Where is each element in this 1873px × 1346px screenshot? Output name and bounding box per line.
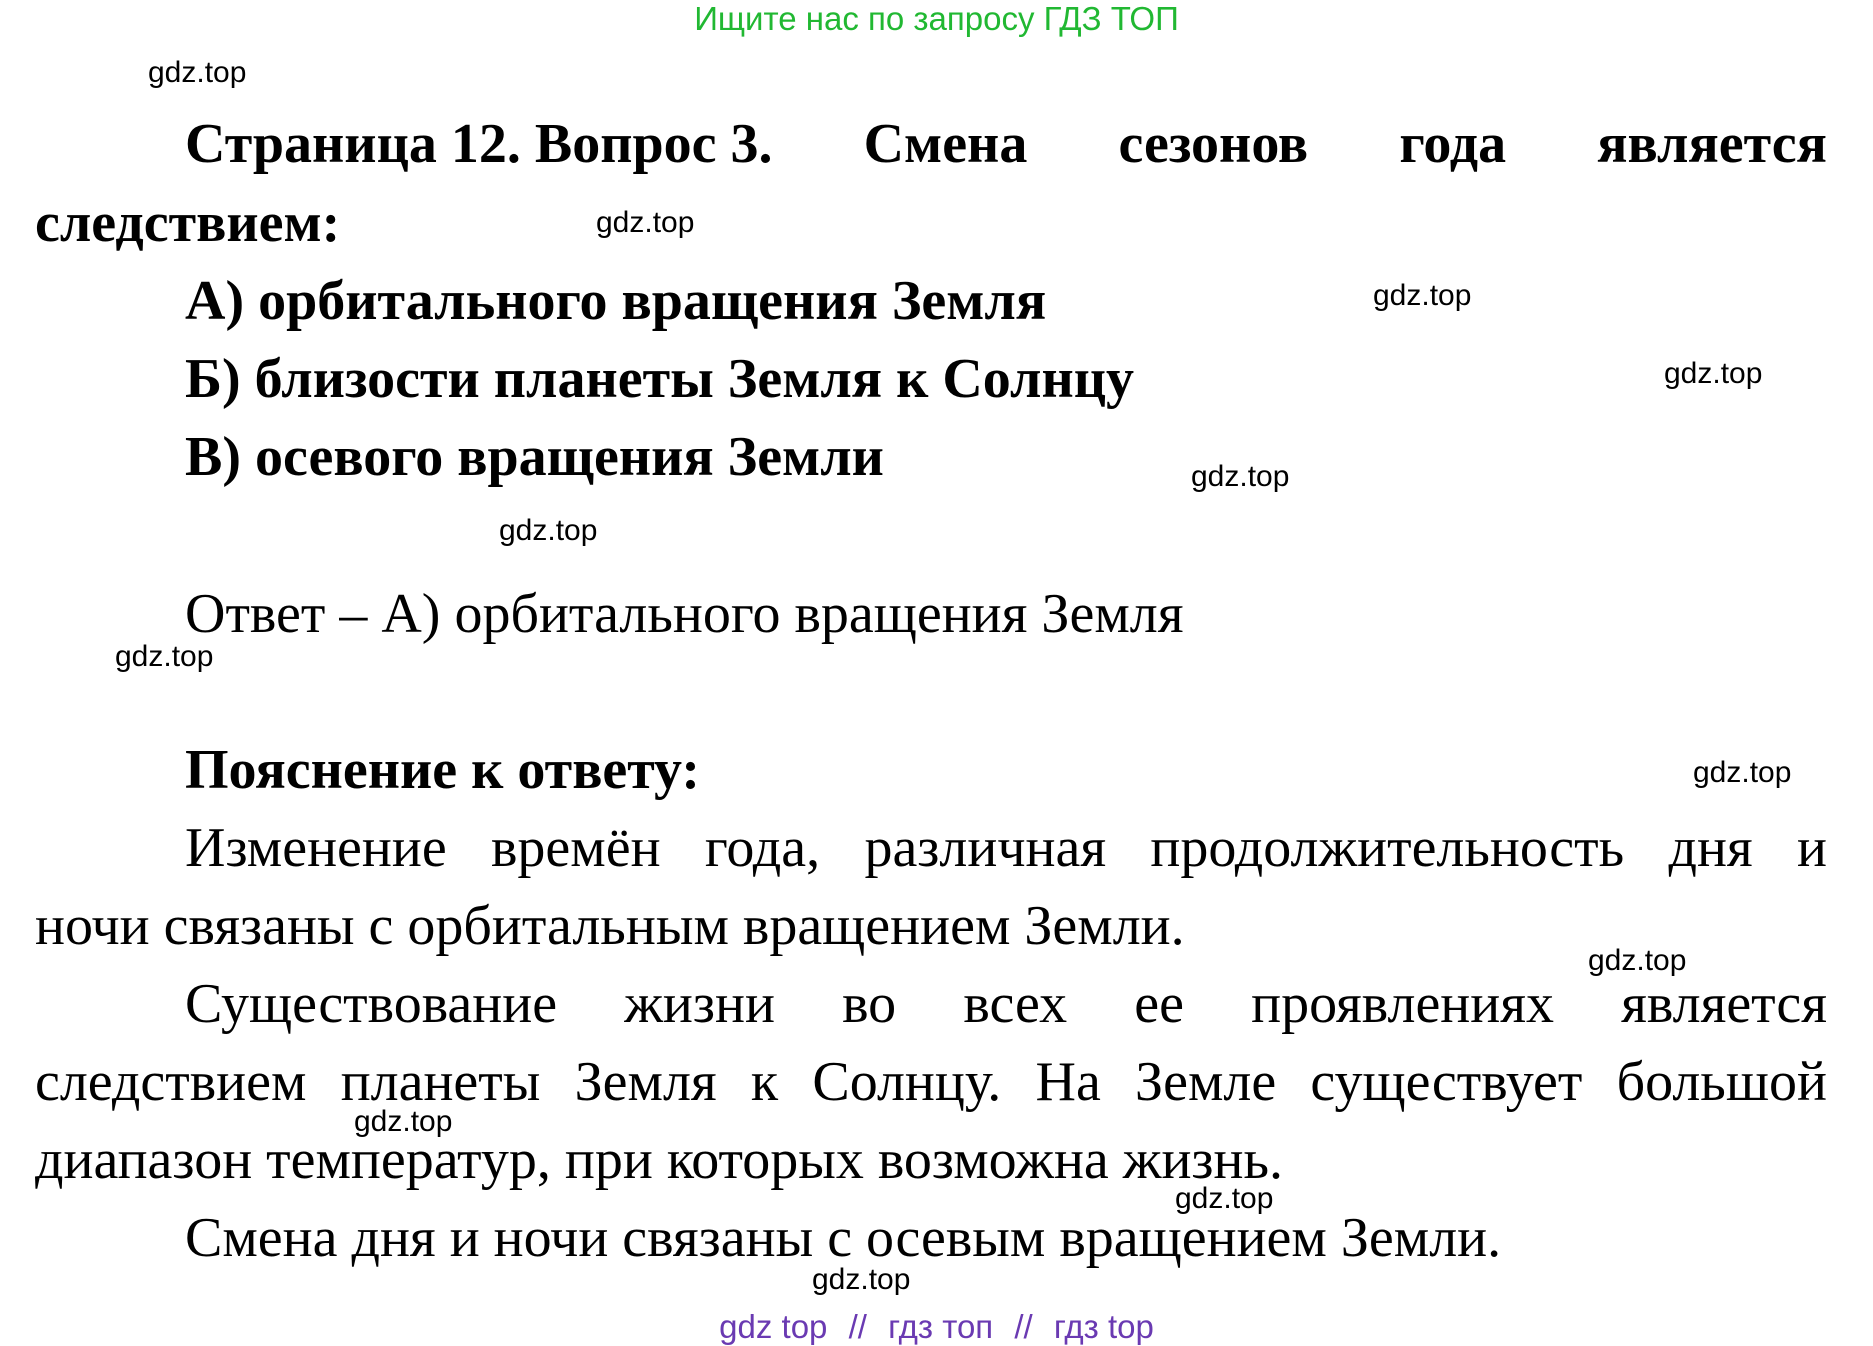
- question-word: сезонов: [1118, 113, 1309, 175]
- explanation-heading: Пояснение к ответу:: [185, 739, 700, 801]
- footer-separator: //: [1014, 1308, 1033, 1345]
- paragraph-word: всех: [963, 973, 1068, 1035]
- explanation-paragraph-line: [185, 965, 1827, 1043]
- paragraph-word: и: [1796, 817, 1827, 879]
- paragraph-word: существует: [1310, 1051, 1583, 1113]
- explanation-paragraph-line: ночи связаны с орбитальным вращением Земли.: [35, 895, 1185, 957]
- paragraph-word: Существование: [185, 973, 558, 1035]
- paragraph-word: во: [842, 973, 897, 1035]
- watermark: gdz.top: [1693, 756, 1792, 789]
- paragraph-word: ее: [1134, 973, 1184, 1035]
- paragraph-word: Изменение: [185, 817, 447, 879]
- footer-links: [0, 1308, 1873, 1346]
- watermark: gdz.top: [1664, 357, 1763, 390]
- question-word: является: [1597, 113, 1827, 175]
- paragraph-word: продолжительность: [1150, 817, 1625, 879]
- question-first-line: [185, 105, 1827, 183]
- explanation-paragraph-line: Смена дня и ночи связаны с осевым вращением Земли.: [185, 1207, 1502, 1269]
- watermark: gdz.top: [1588, 944, 1687, 977]
- paragraph-word: к: [750, 1051, 779, 1113]
- watermark: gdz.top: [812, 1263, 911, 1296]
- paragraph-word: жизни: [624, 973, 775, 1035]
- question-word: Страница 12. Вопрос 3.: [185, 113, 773, 175]
- footer-link[interactable]: гдз top: [1053, 1308, 1154, 1345]
- paragraph-word: проявлениях: [1251, 973, 1554, 1035]
- paragraph-word: года,: [704, 817, 821, 879]
- option-c: В) осевого вращения Земли: [185, 426, 884, 488]
- footer-separator: //: [848, 1308, 867, 1345]
- watermark: gdz.top: [596, 206, 695, 239]
- footer-link[interactable]: gdz top: [719, 1308, 828, 1345]
- paragraph-word: следствием: [35, 1051, 307, 1113]
- question-second-line: следствием:: [35, 192, 341, 254]
- answer: Ответ – А) орбитального вращения Земля: [185, 583, 1184, 645]
- explanation-paragraph-line: диапазон температур, при которых возможна жизнь.: [35, 1129, 1284, 1191]
- paragraph-word: является: [1621, 973, 1827, 1035]
- paragraph-word: Земле: [1135, 1051, 1277, 1113]
- watermark: gdz.top: [1175, 1182, 1274, 1215]
- paragraph-word: На: [1035, 1051, 1101, 1113]
- watermark: gdz.top: [1373, 279, 1472, 312]
- paragraph-word: большой: [1616, 1051, 1827, 1113]
- option-a: А) орбитального вращения Земля: [185, 270, 1047, 332]
- explanation-paragraph-line: [35, 1043, 1827, 1121]
- paragraph-word: различная: [864, 817, 1107, 879]
- paragraph-word: планеты: [340, 1051, 541, 1113]
- paragraph-word: дня: [1668, 817, 1753, 879]
- watermark: gdz.top: [1191, 460, 1290, 493]
- explanation-paragraph-line: [185, 809, 1827, 887]
- watermark: gdz.top: [148, 56, 247, 89]
- watermark: gdz.top: [499, 514, 598, 547]
- paragraph-word: Солнцу.: [812, 1051, 1002, 1113]
- question-word: Смена: [863, 113, 1028, 175]
- option-b: Б) близости планеты Земля к Солнцу: [185, 348, 1134, 410]
- search-hint-banner: Ищите нас по запросу ГДЗ ТОП: [694, 0, 1179, 37]
- paragraph-word: времён: [490, 817, 661, 879]
- paragraph-word: Земля: [574, 1051, 717, 1113]
- watermark: gdz.top: [115, 640, 214, 673]
- footer-link[interactable]: гдз топ: [888, 1308, 994, 1345]
- question-word: года: [1399, 113, 1507, 175]
- watermark: gdz.top: [354, 1105, 453, 1138]
